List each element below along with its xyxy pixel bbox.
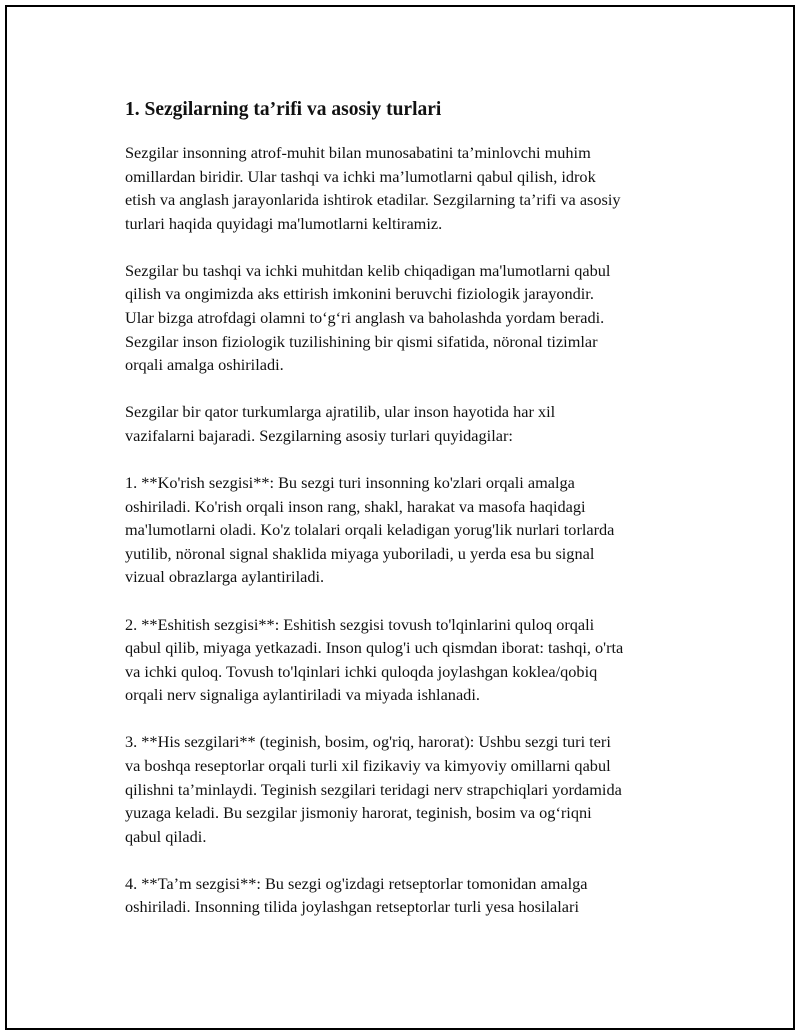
paragraph-taste — [125, 872, 695, 919]
text-line: ma'lumotlarni oladi. Ko'z tolalari orqali keladigan yorug'lik nurlari torlarda — [125, 520, 615, 540]
text-line: turlari haqida quyidagi ma'lumotlarni keltiramiz. — [125, 213, 443, 233]
text-line: Ular bizga atrofdagi olamni to‘g‘ri anglash va baholashda yordam beradi. — [125, 308, 605, 328]
paragraph-types-intro — [125, 400, 695, 447]
text-line: Sezgilar bu tashqi va ichki muhitdan kelib chiqadigan ma'lumotlarni qabul — [125, 260, 611, 280]
text-line: qilishni ta’minlaydi. Teginish sezgilari teridagi nerv strapchiqlari yordamida — [125, 779, 622, 799]
text-line: oshiriladi. Insonning tilida joylashgan retseptorlar turli yesa hosilalari — [125, 897, 579, 917]
paragraph-definition — [125, 259, 695, 377]
paragraph-hearing — [125, 613, 695, 707]
text-line: etish va anglash jarayonlarida ishtirok etadilar. Sezgilarning ta’rifi va asosiy — [125, 190, 621, 210]
text-line: omillardan biridir. Ular tashqi va ichki ma’lumotlarni qabul qilish, idrok — [125, 166, 596, 186]
text-line: qabul qilib, miyaga yetkazadi. Inson qulog'i uch qismdan iborat: tashqi, o'rta — [125, 638, 624, 658]
text-line: 4. **Ta’m sezgisi**: Bu sezgi og'izdagi retseptorlar tomonidan amalga — [125, 873, 588, 893]
paragraph-touch — [125, 730, 695, 848]
text-line: orqali amalga oshiriladi. — [125, 355, 284, 375]
text-line: va boshqa reseptorlar orqali turli xil fizikaviy va kimyoviy omillarni qabul — [125, 755, 611, 775]
text-line: 1. **Ko'rish sezgisi**: Bu sezgi turi insonning ko'zlari orqali amalga — [125, 473, 575, 493]
text-line: qabul qiladi. — [125, 826, 207, 846]
paragraph-vision — [125, 471, 695, 589]
text-line: vazifalarni bajaradi. Sezgilarning asosiy turlari quyidagilar: — [125, 425, 513, 445]
text-line: 2. **Eshitish sezgisi**: Eshitish sezgisi tovush to'lqinlarini quloq orqali — [125, 614, 595, 634]
page-frame — [5, 5, 795, 1030]
text-line: Sezgilar inson fiziologik tuzilishining bir qismi sifatida, nöronal tizimlar — [125, 331, 598, 351]
text-line: 3. **His sezgilari** (teginish, bosim, og'riq, harorat): Ushbu sezgi turi teri — [125, 732, 611, 752]
document-title: 1. Sezgilarning ta’rifi va asosiy turlari — [125, 99, 442, 120]
text-line: Sezgilar bir qator turkumlarga ajratilib, ular inson hayotida har xil — [125, 402, 556, 422]
document-content — [125, 97, 695, 943]
text-line: orqali nerv signaliga aylantiriladi va miyada ishlanadi. — [125, 685, 480, 705]
paragraph-intro — [125, 141, 695, 235]
text-line: va ichki quloq. Tovush to'lqinlari ichki quloqda joylashgan koklea/qobiq — [125, 661, 598, 681]
text-line: yuzaga keladi. Bu sezgilar jismoniy harorat, teginish, bosim va og‘riqni — [125, 803, 592, 823]
text-line: vizual obrazlarga aylantiriladi. — [125, 567, 325, 587]
text-line: yutilib, nöronal signal shaklida miyaga yuboriladi, u yerda esa bu signal — [125, 543, 595, 563]
text-line: qilish va ongimizda aks ettirish imkonini beruvchi fiziologik jarayondir. — [125, 284, 594, 304]
text-line: oshiriladi. Ko'rish orqali inson rang, shakl, harakat va masofa haqidagi — [125, 496, 586, 516]
text-line: Sezgilar insonning atrof-muhit bilan munosabatini ta’minlovchi muhim — [125, 143, 591, 162]
